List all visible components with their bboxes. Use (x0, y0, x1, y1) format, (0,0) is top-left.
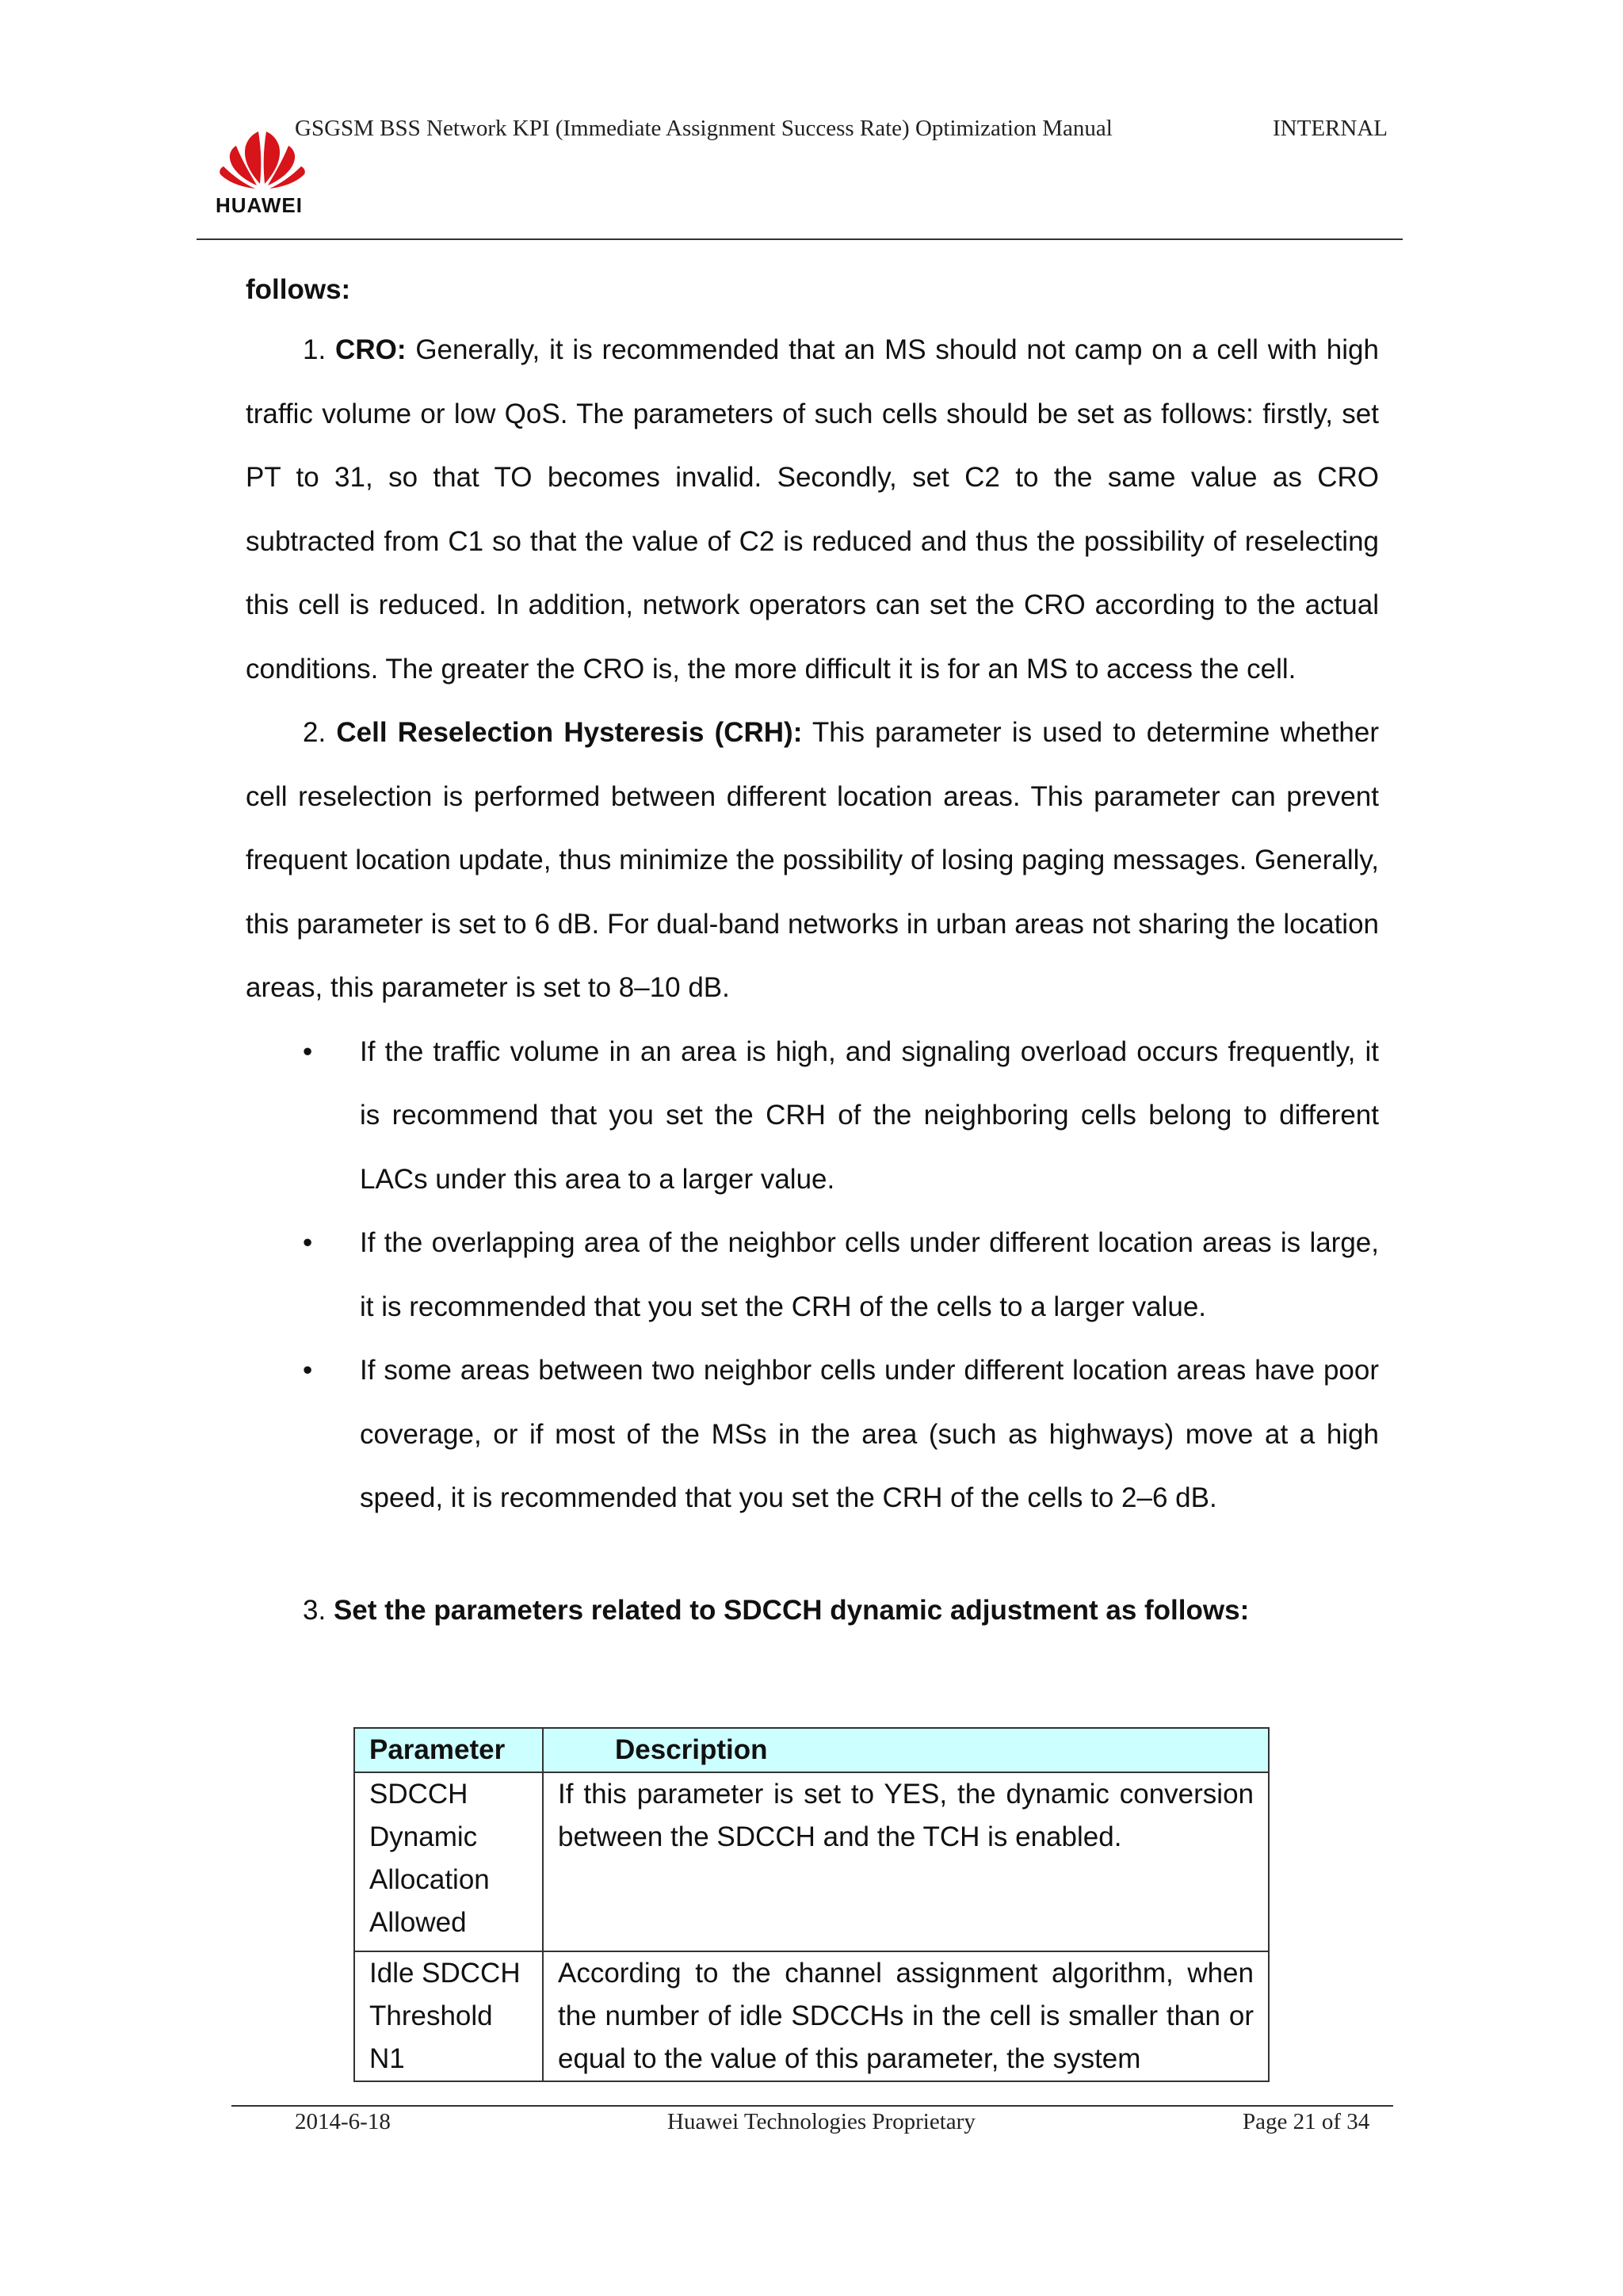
document-body (246, 269, 1379, 1634)
list-item (303, 1211, 1379, 1339)
table-row (354, 1951, 1269, 2081)
classification-label: INTERNAL (1273, 116, 1388, 141)
item-sdcch-heading (246, 1587, 1379, 1634)
header-divider (197, 238, 1403, 240)
bullet-text: If the traffic volume in an area is high, and signaling overload occurs frequently, it is recommend that you set the CRH of the neighboring cells belong to different LACs under this area to a larger value. (360, 1035, 1379, 1195)
footer-date: 2014-6-18 (295, 2109, 391, 2134)
column-header-parameter: Parameter (354, 1728, 543, 1772)
bullet-icon: • (303, 1355, 313, 1386)
item-text: Generally, it is recommended that an MS should not camp on a cell with high traffic volume or low QoS. The parameters of such cells should be set as follows: firstly, set PT to 31, so that TO becomes invalid. Secondly, set C2 to the same value as CRO subtracted from C1 so that the value of C2 is reduced and thus the possibility of reselecting this cell is reduced. In addition, network operators can set the CRO according to the actual conditions. The greater the CRO is, the more difficult it is for an MS to access the cell. (246, 334, 1379, 685)
page-number: Page 21 of 34 (1243, 2109, 1370, 2134)
lead-text: follows: (246, 274, 351, 305)
parameter-name: Idle SDCCH Threshold N1 (369, 1958, 521, 2074)
item-number: 2. (303, 717, 327, 748)
item-label: Cell Reselection Hysteresis (CRH): (336, 717, 803, 748)
parameter-description: According to the channel assignment algorithm, when the number of idle SDCCHs in the cell is smaller than or equal to the value of this parameter, the system (558, 1958, 1254, 2074)
description-cell (543, 1951, 1269, 2081)
parameter-cell (354, 1772, 543, 1951)
footer-proprietary: Huawei Technologies Proprietary (667, 2109, 976, 2134)
item-number: 1. (303, 334, 327, 365)
item-cro (246, 318, 1379, 701)
item-crh (246, 701, 1379, 1020)
parameter-cell (354, 1951, 543, 2081)
document-title: GSGSM BSS Network KPI (Immediate Assignment Success Rate) Optimization Manual (295, 116, 1113, 141)
item-number: 3. (303, 1594, 327, 1626)
item-text: This parameter is used to determine whether cell reselection is performed between different location areas. This parameter can prevent frequent location update, thus minimize the possibility of losing paging messages. Generally, this parameter is set to 6 dB. For dual-band networks in urban areas not sharing the location areas, this parameter is set to 8–10 dB. (246, 717, 1380, 1003)
column-header-description: Description (543, 1728, 1269, 1772)
item-label: CRO: (335, 334, 407, 365)
bullet-text: If the overlapping area of the neighbor cells under different location areas is large, it is recommended that you set the CRH of the cells to a larger value. (360, 1227, 1379, 1322)
description-cell (543, 1772, 1269, 1951)
logo-text: HUAWEI (216, 193, 303, 217)
parameter-name: SDCCH Dynamic Allocation Allowed (369, 1779, 490, 1938)
list-item (303, 1020, 1379, 1212)
footer-divider (231, 2105, 1393, 2107)
bullet-list (303, 1020, 1379, 1531)
bullet-icon: • (303, 1035, 313, 1067)
parameter-description: If this parameter is set to YES, the dynamic conversion between the SDCCH and the TCH is enabled. (558, 1779, 1254, 1852)
table-row (354, 1772, 1269, 1951)
table-header-row (354, 1728, 1269, 1772)
bullet-text: If some areas between two neighbor cells under different location areas have poor coverage, or if most of the MSs in the area (such as highways) move at a high speed, it is recommended that you set the CRH of the cells to 2–6 dB. (360, 1355, 1379, 1513)
item-text: Set the parameters related to SDCCH dynamic adjustment as follows: (333, 1594, 1250, 1626)
list-item (303, 1339, 1379, 1531)
parameter-table (353, 1727, 1270, 2082)
bullet-icon: • (303, 1227, 313, 1258)
